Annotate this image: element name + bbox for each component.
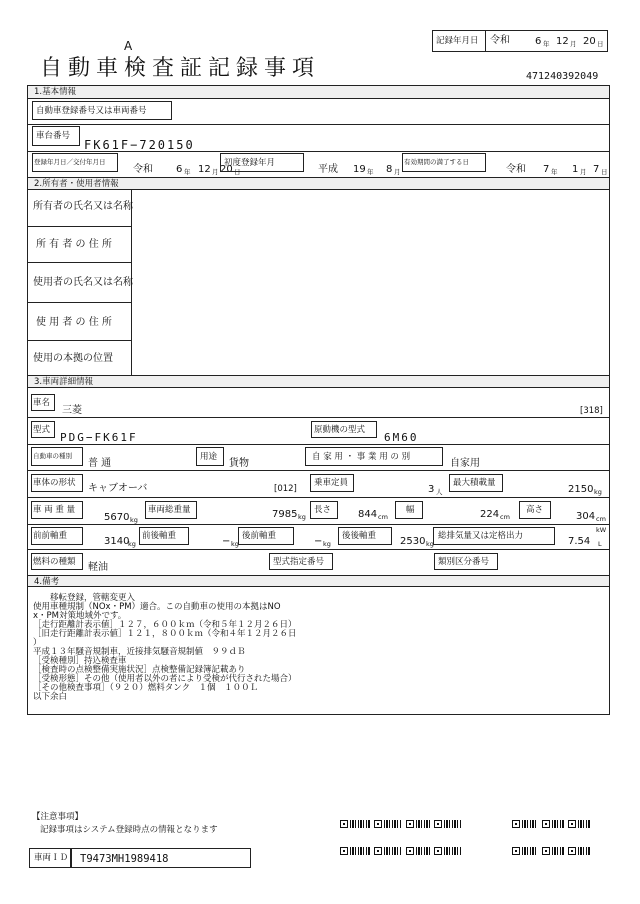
record-date-year: 6 — [535, 36, 542, 47]
length-unit: cm — [378, 513, 388, 521]
first-reg-label: 初度登録年月 — [224, 158, 276, 168]
remarks-line: 使用車種規制（NOx・PM）適合。この自動車の使用の本拠はNO — [33, 602, 281, 612]
first-reg-month: 8 — [386, 164, 393, 175]
use-value: 貨物 — [229, 458, 249, 469]
remarks-line: 移転登録，管轄変更入 — [33, 593, 136, 603]
expiry-day: 7 — [593, 164, 600, 175]
vehicle-id-label: 車両ＩＤ — [34, 853, 69, 863]
remarks-line: 以下余白 — [33, 692, 68, 702]
kind-label: 自動車の種別 — [33, 452, 72, 460]
max-load-value: 2150 — [568, 484, 594, 495]
first-reg-month-unit: 月 — [394, 168, 401, 176]
model-label: 型式 — [33, 425, 51, 435]
remarks-line: ［その他検査事項］（９２０）燃料タンク １個 １００Ｌ — [33, 683, 259, 693]
make-label: 車名 — [33, 398, 51, 408]
owner-name-label: 所有者の氏名又は名称 — [33, 201, 133, 212]
private-label: 自 家 用 ・ 事 業 用 の 別 — [312, 452, 411, 462]
reg-number-label: 自動車登録番号又は車両番号 — [36, 106, 147, 116]
engine-value: 6M60 — [384, 431, 419, 444]
type-number-label: 型式指定番号 — [273, 557, 325, 567]
record-date-day: 20 — [583, 36, 596, 47]
section1-heading: 1.基本情報 — [34, 87, 77, 97]
shape-value: キャブオーバ — [88, 483, 148, 494]
expiry-month: 1 — [572, 164, 579, 175]
reg-date-month-unit: 月 — [212, 168, 219, 176]
rr-axle-value: 2530 — [400, 536, 426, 547]
reg-date-label: 登録年月日／交付年月日 — [34, 158, 106, 166]
reg-date-day-unit: 日 — [234, 168, 241, 176]
record-date-month-unit: 月 — [570, 40, 577, 48]
qr-code-strip-1 — [340, 818, 464, 830]
rr-axle-label: 後後軸重 — [342, 531, 377, 541]
reg-date-month: 12 — [198, 164, 211, 175]
width-value: 224 — [480, 509, 500, 520]
base-location-label: 使用の本拠の位置 — [33, 353, 113, 364]
section4-heading: 4.備考 — [34, 577, 60, 587]
weight-label: 車 両 重 量 — [33, 505, 76, 515]
engine-label: 原動機の型式 — [314, 425, 366, 435]
gross-weight-unit: kg — [298, 513, 306, 521]
reg-date-year-unit: 年 — [184, 168, 191, 176]
expiry-year: 7 — [543, 164, 550, 175]
reg-date-day: 20 — [220, 164, 233, 175]
document-number: 471240392049 — [526, 71, 599, 82]
first-reg-era: 平成 — [318, 164, 338, 175]
expiry-year-unit: 年 — [551, 168, 558, 176]
reg-date-year: 6 — [176, 164, 183, 175]
rf-axle-value: − — [314, 536, 323, 547]
fuel-value: 軽油 — [88, 562, 108, 573]
first-reg-year: 19 — [353, 164, 366, 175]
record-date-day-unit: 日 — [597, 40, 604, 48]
displacement-unit: L — [598, 540, 602, 548]
height-label: 高さ — [526, 505, 544, 515]
record-date-month: 12 — [556, 36, 569, 47]
qr-code-strip-3 — [512, 818, 592, 830]
weight-value: 5670 — [104, 512, 130, 523]
length-label: 長さ — [314, 505, 332, 515]
section3-heading: 3.車両詳細情報 — [34, 377, 94, 387]
shape-label: 車体の形状 — [33, 478, 76, 488]
fr-axle-value: − — [222, 536, 231, 547]
max-load-label: 最大積載量 — [453, 478, 496, 488]
displacement-value: 7.54 — [568, 536, 591, 547]
user-name-label: 使用者の氏名又は名称 — [33, 277, 133, 288]
expiry-month-unit: 月 — [580, 168, 587, 176]
remarks-line: ［旧走行距離計表示値］１２１，８００ｋｍ（令和４年１２月２６日 — [33, 629, 297, 639]
remarks-line: ） — [33, 638, 42, 648]
remarks-line: ［検査時の点検整備実施状況］点検整備記録簿記載あり — [33, 665, 246, 675]
height-value: 304 — [576, 511, 596, 522]
notes-text: 記録事項はシステム登録時点の情報となります — [40, 825, 218, 835]
chassis-label: 車台番号 — [36, 131, 71, 141]
use-label: 用途 — [200, 452, 218, 462]
expiry-era: 令和 — [506, 164, 526, 175]
qr-code-strip-4 — [512, 845, 592, 857]
remarks-line: ［受検種別］持込検査車 — [33, 656, 127, 666]
fr-axle-label: 前後軸重 — [142, 531, 177, 541]
weight-unit: kg — [130, 516, 138, 524]
remarks-line: 平成１３年騒音規制車，近接排気騒音規制値 ９９ｄＢ — [33, 647, 246, 657]
vehicle-id-value: T9473MH1989418 — [80, 853, 169, 865]
kind-value: 普 通 — [88, 458, 112, 469]
width-unit: cm — [500, 513, 510, 521]
displacement-label: 総排気量又は定格出力 — [438, 531, 524, 541]
ff-axle-value: 3140 — [104, 536, 130, 547]
document-title: 自動車検査証記録事項 — [40, 56, 321, 81]
model-value: PDG−FK61F — [60, 431, 138, 444]
make-code: [318] — [580, 406, 603, 416]
height-unit: cm — [596, 515, 606, 523]
rr-axle-unit: kg — [426, 540, 434, 548]
expiry-day-unit: 日 — [601, 168, 608, 176]
class-number-label: 類別区分番号 — [438, 557, 490, 567]
capacity-label: 乗車定員 — [314, 478, 349, 488]
user-address-label: 使 用 者 の 住 所 — [36, 317, 112, 328]
qr-code-strip-2 — [340, 845, 464, 857]
owner-address-label: 所 有 者 の 住 所 — [36, 239, 112, 250]
width-label: 幅 — [406, 505, 415, 515]
fr-axle-unit: kg — [231, 540, 239, 548]
section2-heading: 2.所有者・使用者情報 — [34, 179, 119, 189]
corner-mark: A — [124, 39, 133, 53]
make-value: 三菱 — [62, 405, 82, 416]
reg-date-era: 令和 — [133, 164, 153, 175]
gross-weight-value: 7985 — [272, 509, 298, 520]
capacity-value: 3 — [428, 484, 435, 495]
notes-heading: 【注意事項】 — [32, 812, 84, 822]
length-value: 844 — [358, 509, 378, 520]
remarks-line: ［走行距離計表示値］１２７，６００ｋｍ（令和５年１２月２６日） — [33, 620, 297, 630]
displacement-unit-kw: kW — [596, 526, 607, 534]
max-load-unit: kg — [594, 488, 602, 496]
capacity-unit: 人 — [436, 488, 443, 496]
record-date-year-unit: 年 — [543, 40, 550, 48]
private-value: 自家用 — [450, 458, 480, 469]
ff-axle-label: 前前軸重 — [33, 531, 68, 541]
record-date-label: 記録年月日 — [436, 36, 479, 46]
fuel-label: 燃料の種類 — [33, 557, 76, 567]
record-date-era: 令和 — [490, 35, 510, 46]
expiry-label: 有効期間の満了する日 — [404, 158, 469, 166]
remarks-line: ［受検形態］その他（使用者以外の者により受検が代行された場合） — [33, 674, 297, 684]
first-reg-year-unit: 年 — [367, 168, 374, 176]
remarks-line: x・PM対策地域外です。 — [33, 611, 127, 621]
shape-code: [012] — [274, 484, 297, 494]
rf-axle-label: 後前軸重 — [242, 531, 277, 541]
ff-axle-unit: kg — [128, 540, 136, 548]
chassis-value: FK61F−720150 — [84, 138, 195, 152]
gross-weight-label: 車両総重量 — [148, 505, 191, 515]
rf-axle-unit: kg — [323, 540, 331, 548]
